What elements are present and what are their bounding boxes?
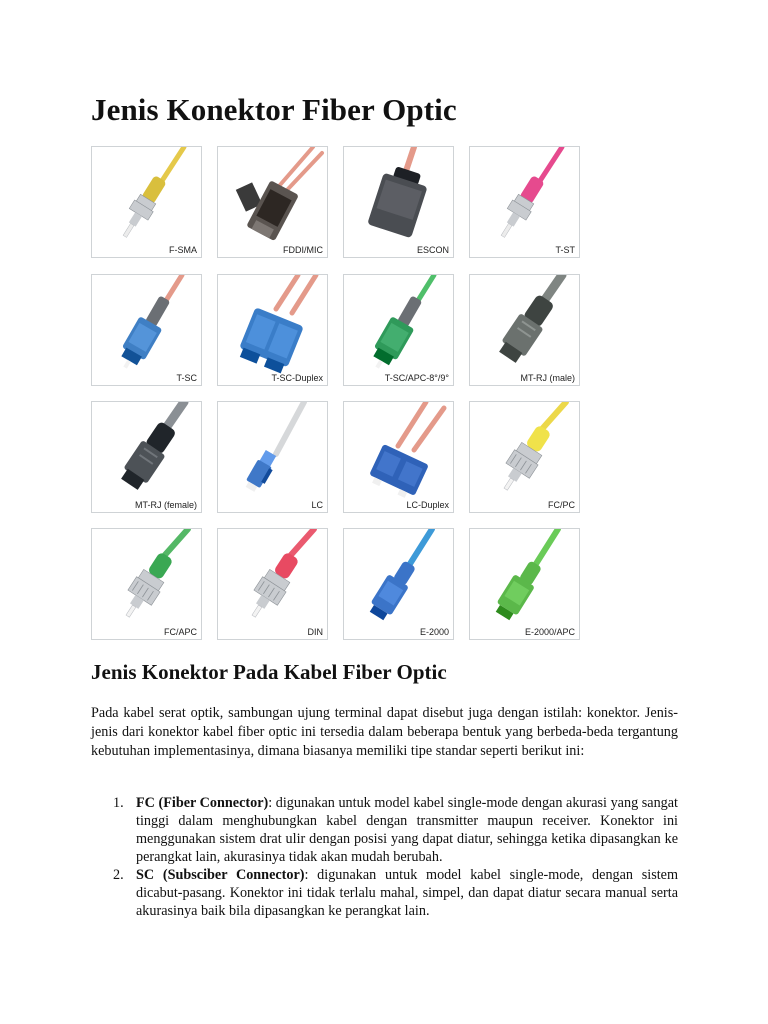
connector-photo <box>470 147 579 257</box>
connector-tile <box>343 274 454 386</box>
connector-tile <box>343 146 454 258</box>
connector-label: LC <box>311 500 323 510</box>
connector-photo <box>218 275 327 385</box>
list-number: 2. <box>113 867 124 883</box>
connector-tile <box>469 528 580 640</box>
connector-label: T-ST <box>555 245 575 255</box>
connector-label: FC/PC <box>548 500 575 510</box>
connector-tile <box>91 401 202 513</box>
connector-label: F-SMA <box>169 245 197 255</box>
list-number: 1. <box>113 795 124 811</box>
connector-tile <box>469 274 580 386</box>
page-title: Jenis Konektor Fiber Optic <box>91 92 457 127</box>
connector-label: DIN <box>307 627 323 637</box>
connector-type-list <box>91 794 678 920</box>
connector-tile <box>91 146 202 258</box>
connector-tile <box>91 528 202 640</box>
connector-tile <box>217 401 328 513</box>
connector-photo <box>218 147 327 257</box>
connector-label: LC-Duplex <box>406 500 449 510</box>
connector-photo <box>218 529 327 639</box>
connector-photo <box>344 529 453 639</box>
list-item <box>91 794 678 866</box>
connector-tile <box>469 401 580 513</box>
list-text: : digunakan untuk model kabel single-mode dengan akurasi yang sangat tinggi dalam menghubungkan kabel dengan transmitter maupun receiver. Konektor ini menggunakan sistem drat ulir dengan posisi yang dapat diatur, sehingga ketika dipasangkan ke perangkat lain, akurasinya tidak akan mudah berubah. <box>136 795 678 865</box>
connector-label: T-SC/APC-8°/9° <box>384 373 449 383</box>
connector-tile <box>343 528 454 640</box>
connector-photo <box>92 147 201 257</box>
connector-photo <box>470 402 579 512</box>
connector-tile <box>343 401 454 513</box>
connector-tile <box>217 146 328 258</box>
connector-photo <box>218 402 327 512</box>
connector-label: ESCON <box>416 245 449 255</box>
connector-photo <box>344 402 453 512</box>
connector-label: FDDI/MIC <box>283 245 323 255</box>
section-heading: Jenis Konektor Pada Kabel Fiber Optic <box>91 660 447 684</box>
list-term: SC (Subsciber Connector) <box>136 867 305 883</box>
connector-tile <box>91 274 202 386</box>
connector-label: T-SC <box>176 373 197 383</box>
connector-photo <box>470 529 579 639</box>
connector-image-grid <box>91 146 581 643</box>
connector-photo <box>470 275 579 385</box>
connector-label: T-SC-Duplex <box>271 373 323 383</box>
list-term: FC (Fiber Connector) <box>136 795 269 811</box>
intro-paragraph: Pada kabel serat optik, sambungan ujung terminal dapat disebut juga dengan istilah: konektor. Jenis-jenis dari konektor kabel fiber optic ini tersedia dalam beberapa bentuk yang berbeda-beda tergantung kebutuhan implementasinya, dimana biasanya memiliki tipe standar seperti berikut ini: <box>91 705 678 759</box>
connector-label: FC/APC <box>163 627 197 637</box>
connector-tile <box>217 274 328 386</box>
list-text: : digunakan untuk model kabel single-mode, dengan sistem dicabut-pasang. Konektor ini tidak terlalu mahal, simpel, dan dapat diatur secara manual serta akurasinya baik bila dipasangkan ke perangkat lain. <box>136 867 678 919</box>
connector-photo <box>344 275 453 385</box>
connector-label: E-2000/APC <box>524 627 575 637</box>
connector-label: MT-RJ (female) <box>134 500 197 510</box>
connector-photo <box>92 275 201 385</box>
connector-label: E-2000 <box>419 627 449 637</box>
connector-photo <box>344 147 453 257</box>
connector-label: MT-RJ (male) <box>520 373 575 383</box>
connector-photo <box>92 402 201 512</box>
connector-photo <box>92 529 201 639</box>
connector-tile <box>217 528 328 640</box>
connector-tile <box>469 146 580 258</box>
list-item <box>91 866 678 920</box>
